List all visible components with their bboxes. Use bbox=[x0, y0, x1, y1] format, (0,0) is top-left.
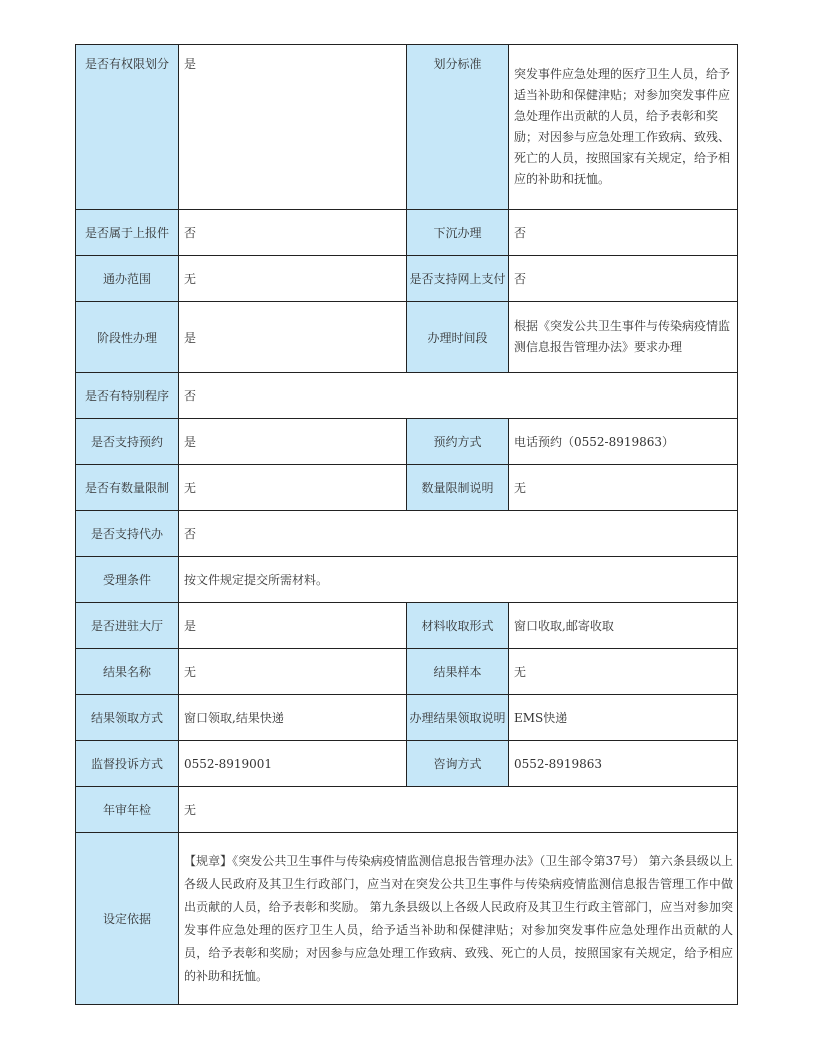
table-row bbox=[76, 256, 738, 302]
handle-period-label: 办理时间段 bbox=[407, 302, 509, 373]
table-row bbox=[76, 787, 738, 833]
legal-basis-value: 【规章】《突发公共卫生事件与传染病疫情监测信息报告管理办法》（卫生部令第37号） 第六条县级以上各级人民政府及其卫生行政部门，应当对在突发公共卫生事件与传染病疫情监测信息报告管理工作中做出贡献的人员，给予表彰和奖励。 第九条县级以上各级人民政府及其卫生行政主管部门，应当对参加突发事件应急处理的医疗卫生人员，给予适当补助和保健津贴；对参加突发事件应急处理作出贡献的人员，给予表彰和奖励；对因参与应急处理工作致病、致残、死亡的人员，按照国家有关规定，给予相应的补助和抚恤。 bbox=[179, 833, 738, 1005]
result-name-label: 结果名称 bbox=[76, 649, 179, 695]
hall-label: 是否进驻大厅 bbox=[76, 603, 179, 649]
special-procedure-label: 是否有特别程序 bbox=[76, 373, 179, 419]
material-form-label: 材料收取形式 bbox=[407, 603, 509, 649]
authority-division-value: 是 bbox=[179, 45, 407, 210]
general-scope-label: 通办范围 bbox=[76, 256, 179, 302]
general-scope-value: 无 bbox=[179, 256, 407, 302]
result-name-value: 无 bbox=[179, 649, 407, 695]
result-receive-value: 窗口领取,结果快递 bbox=[179, 695, 407, 741]
acceptance-label: 受理条件 bbox=[76, 557, 179, 603]
table-row bbox=[76, 603, 738, 649]
result-receive-note-label: 办理结果领取说明 bbox=[407, 695, 509, 741]
result-sample-value: 无 bbox=[509, 649, 738, 695]
result-sample-label: 结果样本 bbox=[407, 649, 509, 695]
sink-handle-value: 否 bbox=[509, 210, 738, 256]
complaint-label: 监督投诉方式 bbox=[76, 741, 179, 787]
table-row bbox=[76, 419, 738, 465]
consult-label: 咨询方式 bbox=[407, 741, 509, 787]
quantity-note-value: 无 bbox=[509, 465, 738, 511]
table-row bbox=[76, 465, 738, 511]
quantity-limit-label: 是否有数量限制 bbox=[76, 465, 179, 511]
appointment-method-label: 预约方式 bbox=[407, 419, 509, 465]
table-row bbox=[76, 649, 738, 695]
appointment-method-value: 电话预约（0552-8919863） bbox=[509, 419, 738, 465]
result-receive-note-value: EMS快递 bbox=[509, 695, 738, 741]
appointment-value: 是 bbox=[179, 419, 407, 465]
online-pay-value: 否 bbox=[509, 256, 738, 302]
staged-value: 是 bbox=[179, 302, 407, 373]
table-row bbox=[76, 210, 738, 256]
table-row bbox=[76, 511, 738, 557]
table-row bbox=[76, 373, 738, 419]
sink-handle-label: 下沉办理 bbox=[407, 210, 509, 256]
result-receive-label: 结果领取方式 bbox=[76, 695, 179, 741]
staged-label: 阶段性办理 bbox=[76, 302, 179, 373]
table-row bbox=[76, 557, 738, 603]
special-procedure-value: 否 bbox=[179, 373, 738, 419]
division-standard-value: 突发事件应急处理的医疗卫生人员，给予适当补助和保健津贴；对参加突发事件应急处理作出贡献的人员，给予表彰和奖励；对因参与应急处理工作致病、致残、死亡的人员，按照国家有关规定，给予相应的补助和抚恤。 bbox=[509, 45, 738, 210]
complaint-value: 0552-8919001 bbox=[179, 741, 407, 787]
table-row bbox=[76, 741, 738, 787]
hall-value: 是 bbox=[179, 603, 407, 649]
division-standard-label: 划分标准 bbox=[407, 45, 509, 210]
report-up-value: 否 bbox=[179, 210, 407, 256]
table-row bbox=[76, 833, 738, 1005]
table-row bbox=[76, 45, 738, 210]
handle-period-value: 根据《突发公共卫生事件与传染病疫情监测信息报告管理办法》要求办理 bbox=[509, 302, 738, 373]
proxy-value: 否 bbox=[179, 511, 738, 557]
quantity-limit-value: 无 bbox=[179, 465, 407, 511]
annual-review-label: 年审年检 bbox=[76, 787, 179, 833]
table-row bbox=[76, 302, 738, 373]
proxy-label: 是否支持代办 bbox=[76, 511, 179, 557]
annual-review-value: 无 bbox=[179, 787, 738, 833]
quantity-note-label: 数量限制说明 bbox=[407, 465, 509, 511]
appointment-label: 是否支持预约 bbox=[76, 419, 179, 465]
consult-value: 0552-8919863 bbox=[509, 741, 738, 787]
table-row bbox=[76, 695, 738, 741]
service-info-table bbox=[75, 44, 738, 1005]
report-up-label: 是否属于上报件 bbox=[76, 210, 179, 256]
authority-division-label: 是否有权限划分 bbox=[76, 45, 179, 210]
legal-basis-label: 设定依据 bbox=[76, 833, 179, 1005]
online-pay-label: 是否支持网上支付 bbox=[407, 256, 509, 302]
acceptance-value: 按文件规定提交所需材料。 bbox=[179, 557, 738, 603]
material-form-value: 窗口收取,邮寄收取 bbox=[509, 603, 738, 649]
